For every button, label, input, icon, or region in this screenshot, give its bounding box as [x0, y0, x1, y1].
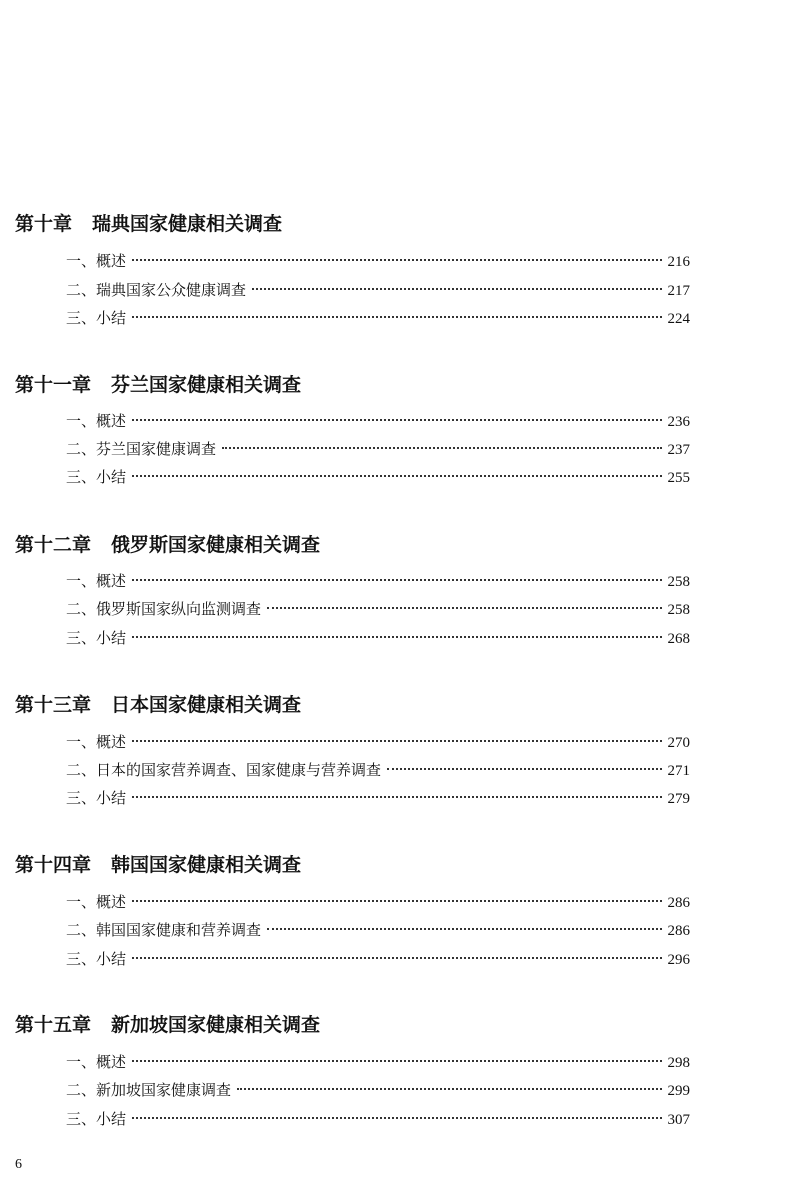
toc-entry[interactable] — [66, 249, 690, 273]
dot-leader — [237, 1088, 661, 1090]
chapter-number: 第十五章 — [15, 1014, 92, 1036]
toc-entry[interactable] — [66, 918, 690, 942]
toc-entry[interactable] — [66, 890, 690, 914]
toc-entry[interactable] — [66, 786, 690, 810]
entry-label: 三、小结 — [66, 1110, 127, 1128]
entry-label: 二、瑞典国家公众健康调查 — [66, 281, 247, 299]
toc-entry[interactable] — [66, 278, 690, 302]
toc-entry[interactable] — [66, 306, 690, 330]
entry-label: 二、日本的国家营养调查、国家健康与营养调查 — [66, 761, 382, 779]
toc-entry[interactable] — [66, 730, 690, 754]
dot-leader — [387, 768, 661, 770]
dot-leader — [132, 957, 661, 959]
chapter-heading — [15, 372, 301, 398]
toc-entry[interactable] — [66, 437, 690, 461]
entry-label: 二、韩国国家健康和营养调查 — [66, 921, 262, 939]
toc-entry[interactable] — [66, 569, 690, 593]
entry-page-number: 279 — [667, 791, 690, 807]
entry-page-number: 299 — [667, 1083, 690, 1099]
entry-label: 三、小结 — [66, 468, 127, 486]
chapter-heading — [15, 211, 282, 237]
entry-label: 一、概述 — [66, 252, 127, 270]
entry-label: 二、芬兰国家健康调查 — [66, 440, 217, 458]
chapter-title: 日本国家健康相关调查 — [111, 694, 302, 716]
chapter-number: 第十四章 — [15, 854, 92, 876]
dot-leader — [132, 475, 661, 477]
toc-entry[interactable] — [66, 947, 690, 971]
entry-page-number: 270 — [667, 735, 690, 751]
dot-leader — [132, 636, 661, 638]
dot-leader — [132, 740, 661, 742]
chapter-heading — [15, 532, 320, 558]
entry-page-number: 258 — [667, 602, 690, 618]
chapter-number: 第十章 — [15, 213, 73, 235]
entry-label: 三、小结 — [66, 789, 127, 807]
toc-entry[interactable] — [66, 1050, 690, 1074]
entry-label: 一、概述 — [66, 1053, 127, 1071]
dot-leader — [132, 900, 661, 902]
dot-leader — [132, 419, 661, 421]
toc-entry[interactable] — [66, 1107, 690, 1131]
entry-page-number: 298 — [667, 1055, 690, 1071]
dot-leader — [132, 796, 661, 798]
chapter-number: 第十三章 — [15, 694, 92, 716]
entry-label: 三、小结 — [66, 629, 127, 647]
dot-leader — [132, 316, 661, 318]
toc-entry[interactable] — [66, 409, 690, 433]
toc-entry[interactable] — [66, 1078, 690, 1102]
toc-entry[interactable] — [66, 758, 690, 782]
entry-label: 三、小结 — [66, 309, 127, 327]
chapter-number: 第十一章 — [15, 374, 92, 396]
entry-label: 一、概述 — [66, 572, 127, 590]
entry-page-number: 237 — [667, 442, 690, 458]
entry-label: 一、概述 — [66, 733, 127, 751]
entry-page-number: 286 — [667, 895, 690, 911]
chapter-heading — [15, 692, 301, 718]
entry-page-number: 216 — [667, 254, 690, 270]
chapter-title: 韩国国家健康相关调查 — [111, 854, 302, 876]
dot-leader — [267, 928, 661, 930]
dot-leader — [132, 1117, 661, 1119]
chapter-title: 芬兰国家健康相关调查 — [111, 374, 302, 396]
entry-page-number: 217 — [667, 283, 690, 299]
entry-label: 三、小结 — [66, 950, 127, 968]
chapter-heading — [15, 1012, 320, 1038]
entry-page-number: 307 — [667, 1112, 690, 1128]
entry-page-number: 236 — [667, 414, 690, 430]
dot-leader — [267, 607, 661, 609]
entry-page-number: 258 — [667, 574, 690, 590]
chapter-title: 瑞典国家健康相关调查 — [92, 213, 283, 235]
entry-page-number: 224 — [667, 311, 690, 327]
entry-page-number: 271 — [667, 763, 690, 779]
entry-page-number: 255 — [667, 470, 690, 486]
dot-leader — [132, 1060, 661, 1062]
toc-entry[interactable] — [66, 626, 690, 650]
chapter-heading — [15, 852, 301, 878]
entry-page-number: 296 — [667, 952, 690, 968]
chapter-title: 新加坡国家健康相关调查 — [111, 1014, 321, 1036]
entry-page-number: 286 — [667, 923, 690, 939]
entry-label: 二、俄罗斯国家纵向监测调查 — [66, 600, 262, 618]
chapter-number: 第十二章 — [15, 534, 92, 556]
page-number: 6 — [15, 1157, 22, 1172]
entry-label: 一、概述 — [66, 893, 127, 911]
dot-leader — [132, 579, 661, 581]
toc-entry[interactable] — [66, 597, 690, 621]
entry-page-number: 268 — [667, 631, 690, 647]
entry-label: 一、概述 — [66, 412, 127, 430]
chapter-title: 俄罗斯国家健康相关调查 — [111, 534, 321, 556]
dot-leader — [252, 288, 661, 290]
dot-leader — [132, 259, 661, 261]
dot-leader — [222, 447, 661, 449]
entry-label: 二、新加坡国家健康调查 — [66, 1081, 232, 1099]
toc-entry[interactable] — [66, 465, 690, 489]
